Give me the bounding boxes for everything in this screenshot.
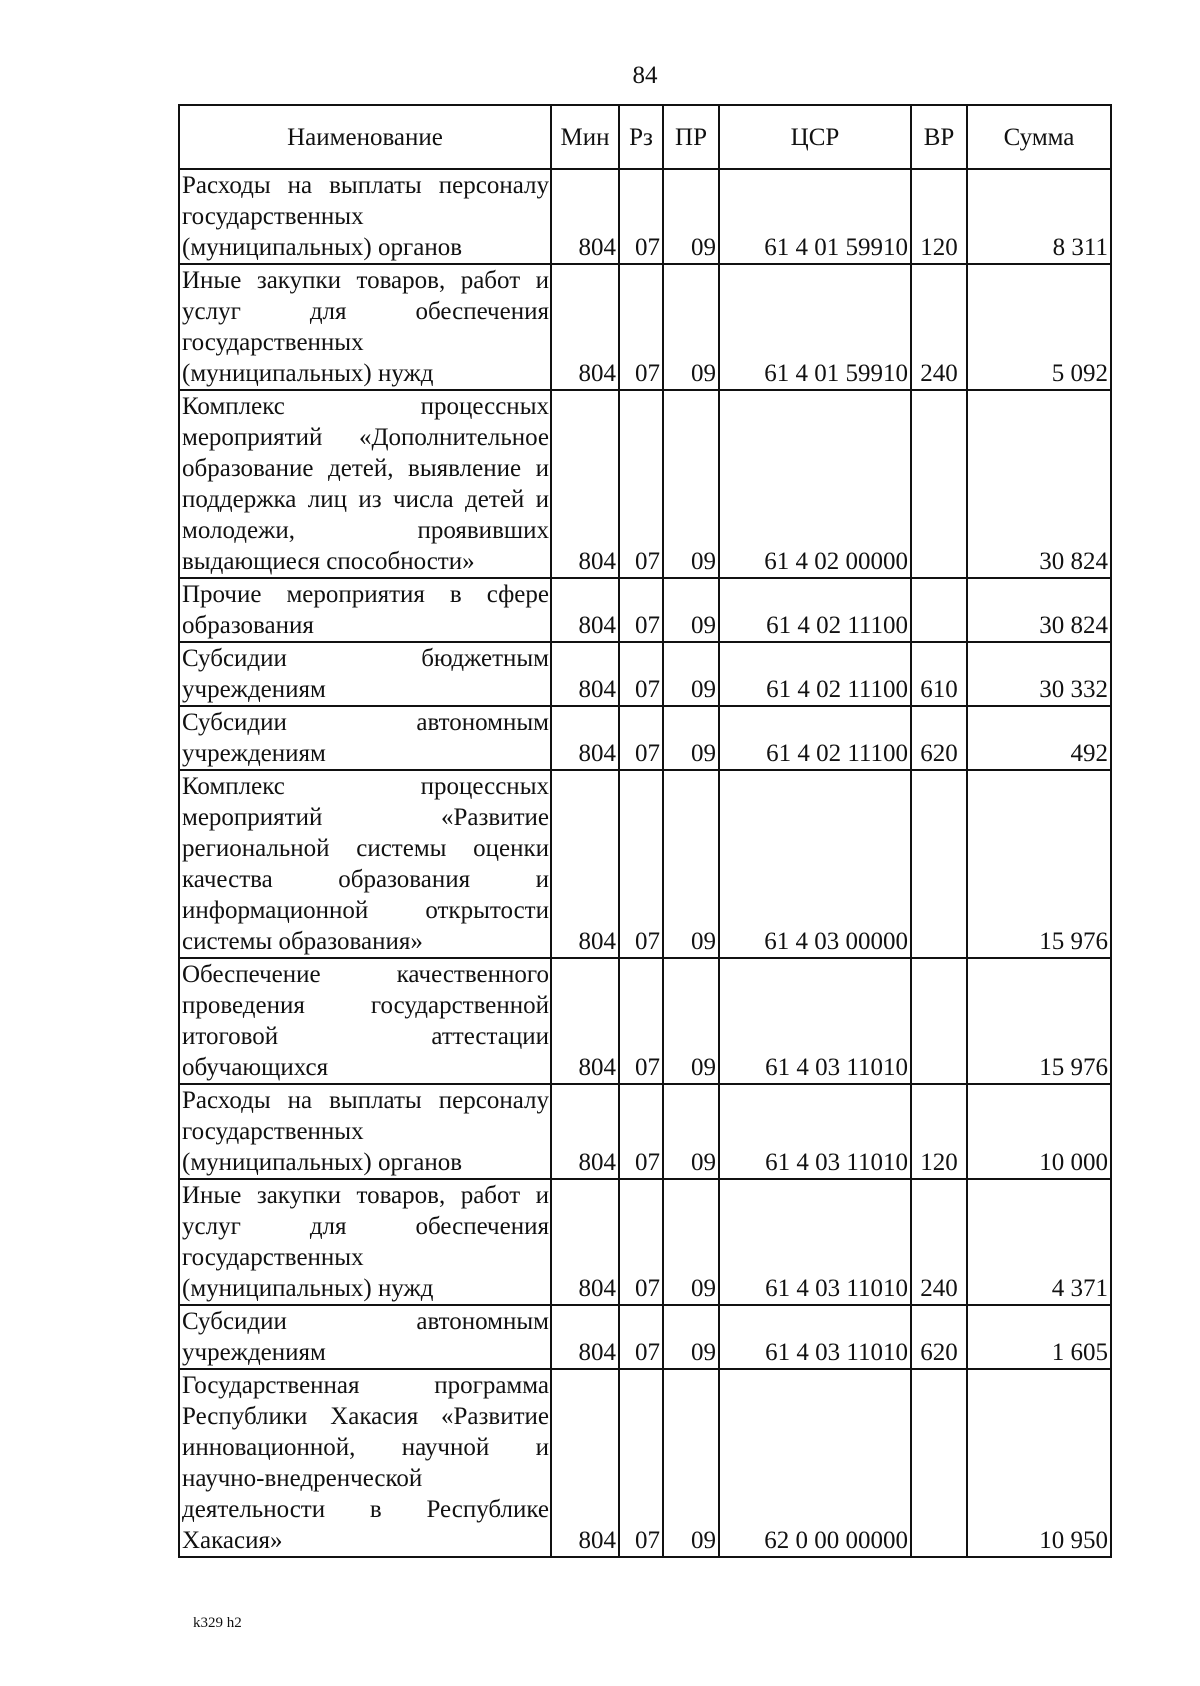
cell-name: Комплекс процессных мероприятий «Развитие региональной системы оценки качества образования и информационной открытости системы образования» [179,770,551,958]
table-header-row [179,105,1111,169]
cell-name: Прочие мероприятия в сфере образования [179,578,551,642]
cell-vr [911,390,967,578]
cell-csr: 61 4 02 11100 [719,578,911,642]
cell-vr [911,770,967,958]
cell-name: Комплекс процессных мероприятий «Дополнительное образование детей, выявление и поддержка лиц из числа детей и молодежи, проявивших выдающиеся способности» [179,390,551,578]
cell-vr: 240 [911,1179,967,1305]
cell-csr: 61 4 02 11100 [719,706,911,770]
cell-sum: 30 824 [967,390,1111,578]
table-row [179,578,1111,642]
cell-rz: 07 [619,1369,663,1557]
cell-min: 804 [551,1369,619,1557]
cell-rz: 07 [619,958,663,1084]
cell-min: 804 [551,706,619,770]
cell-sum: 15 976 [967,958,1111,1084]
cell-csr: 61 4 03 11010 [719,1179,911,1305]
cell-vr [911,578,967,642]
table-row [179,1305,1111,1369]
cell-name: Субсидии бюджетным учреждениям [179,642,551,706]
cell-pr: 09 [663,264,719,390]
cell-pr: 09 [663,1179,719,1305]
cell-vr [911,958,967,1084]
cell-sum: 1 605 [967,1305,1111,1369]
cell-sum: 15 976 [967,770,1111,958]
cell-pr: 09 [663,1305,719,1369]
header-sum: Сумма [967,105,1111,169]
cell-rz: 07 [619,390,663,578]
cell-vr: 120 [911,169,967,264]
header-name: Наименование [179,105,551,169]
cell-min: 804 [551,1305,619,1369]
table-row [179,958,1111,1084]
cell-min: 804 [551,578,619,642]
cell-name: Обеспечение качественного проведения государственной итоговой аттестации обучающихся [179,958,551,1084]
cell-name: Государственная программа Республики Хакасия «Развитие инновационной, научной и научно-внедренческой деятельности в Республике Хакасия» [179,1369,551,1557]
budget-table [178,104,1112,1558]
table-row [179,706,1111,770]
cell-vr: 620 [911,1305,967,1369]
cell-vr [911,1369,967,1557]
cell-pr: 09 [663,1084,719,1179]
cell-min: 804 [551,642,619,706]
cell-min: 804 [551,1084,619,1179]
cell-rz: 07 [619,169,663,264]
header-vr: ВР [911,105,967,169]
cell-sum: 10 000 [967,1084,1111,1179]
cell-min: 804 [551,958,619,1084]
cell-pr: 09 [663,578,719,642]
cell-rz: 07 [619,642,663,706]
cell-rz: 07 [619,264,663,390]
cell-sum: 30 824 [967,578,1111,642]
cell-rz: 07 [619,1179,663,1305]
cell-sum: 10 950 [967,1369,1111,1557]
cell-name: Иные закупки товаров, работ и услуг для обеспечения государственных (муниципальных) нужд [179,1179,551,1305]
cell-vr: 240 [911,264,967,390]
cell-min: 804 [551,390,619,578]
header-rz: Рз [619,105,663,169]
cell-rz: 07 [619,1305,663,1369]
cell-pr: 09 [663,958,719,1084]
cell-csr: 61 4 02 11100 [719,642,911,706]
footer-code: k329 h2 [193,1615,242,1631]
cell-min: 804 [551,264,619,390]
cell-name: Иные закупки товаров, работ и услуг для обеспечения государственных (муниципальных) нужд [179,264,551,390]
table-row [179,1179,1111,1305]
cell-csr: 61 4 03 00000 [719,770,911,958]
header-csr: ЦСР [719,105,911,169]
cell-min: 804 [551,169,619,264]
cell-pr: 09 [663,770,719,958]
header-min: Мин [551,105,619,169]
cell-sum: 5 092 [967,264,1111,390]
cell-csr: 61 4 01 59910 [719,264,911,390]
table-row [179,169,1111,264]
cell-name: Субсидии автономным учреждениям [179,706,551,770]
cell-csr: 61 4 02 00000 [719,390,911,578]
cell-name: Субсидии автономным учреждениям [179,1305,551,1369]
cell-csr: 61 4 03 11010 [719,1084,911,1179]
header-pr: ПР [663,105,719,169]
cell-min: 804 [551,1179,619,1305]
cell-name: Расходы на выплаты персоналу государственных (муниципальных) органов [179,1084,551,1179]
table-row [179,1369,1111,1557]
cell-rz: 07 [619,578,663,642]
cell-vr: 610 [911,642,967,706]
table-row [179,264,1111,390]
table-row [179,770,1111,958]
page-number: 84 [632,62,658,89]
cell-rz: 07 [619,706,663,770]
cell-csr: 62 0 00 00000 [719,1369,911,1557]
cell-rz: 07 [619,1084,663,1179]
cell-pr: 09 [663,1369,719,1557]
table-row [179,390,1111,578]
cell-csr: 61 4 01 59910 [719,169,911,264]
cell-rz: 07 [619,770,663,958]
cell-sum: 4 371 [967,1179,1111,1305]
cell-min: 804 [551,770,619,958]
cell-sum: 492 [967,706,1111,770]
cell-csr: 61 4 03 11010 [719,1305,911,1369]
cell-vr: 120 [911,1084,967,1179]
cell-csr: 61 4 03 11010 [719,958,911,1084]
table-row [179,642,1111,706]
cell-pr: 09 [663,390,719,578]
cell-pr: 09 [663,706,719,770]
cell-pr: 09 [663,642,719,706]
cell-sum: 8 311 [967,169,1111,264]
cell-sum: 30 332 [967,642,1111,706]
table-row [179,1084,1111,1179]
cell-vr: 620 [911,706,967,770]
cell-pr: 09 [663,169,719,264]
cell-name: Расходы на выплаты персоналу государственных (муниципальных) органов [179,169,551,264]
